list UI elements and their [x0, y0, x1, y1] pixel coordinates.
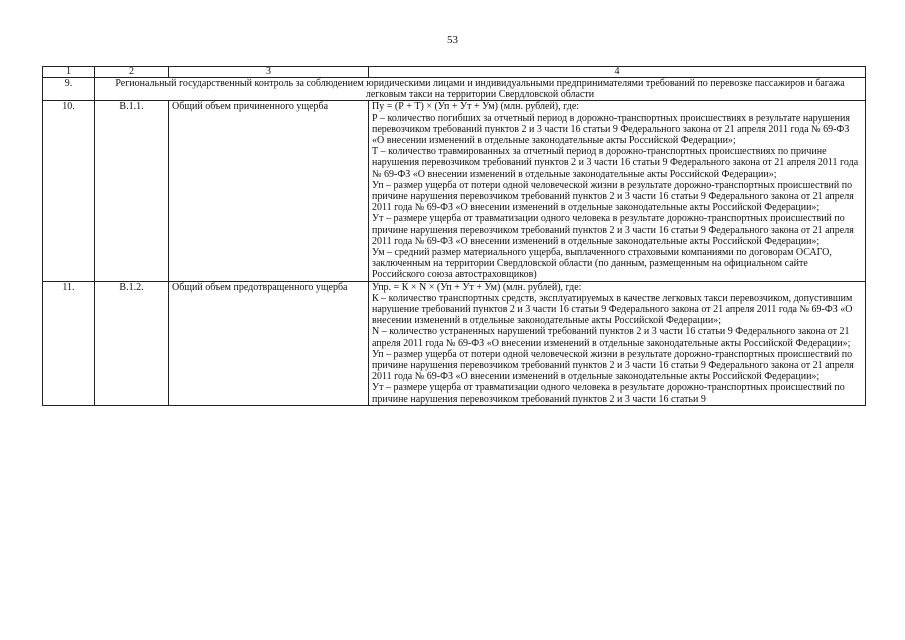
definition-p: Р – количество погибших за отчетный период в дорожно-транспортных происшествиях в результате нарушения перевозчиком требований пунктов 2 и 3 части 16 статьи 9 Федерального закона от 21 апреля 2011 года № 69-ФЗ «О внесении изменений в отдельные законодательные акты Российской Федерации»; [372, 112, 850, 147]
indicator-code: В.1.2. [95, 281, 169, 405]
definition-k: К – количество транспортных средств, эксплуатируемых в качестве легковых такси перевозчиком, допустившим нарушение требований пунктов 2 и 3 части 16 статьи 9 Федерального закона от 21 апреля 2011 года № 69-ФЗ «О внесении изменений в отдельные законодательные акты Российской Федерации»; [372, 292, 853, 327]
definition-um: Ум – средний размер материального ущерба, выплаченного страховыми компаниями по договорам ОСАГО, заключенным на территории Свердловской области (по данным, размещенным на официальном сайте Российского союза автостраховщиков) [372, 247, 832, 281]
row-number: 10. [43, 101, 95, 281]
column-number-row [43, 67, 866, 78]
column-number: 4 [369, 67, 866, 78]
indicator-name: Общий объем причиненного ущерба [169, 101, 369, 281]
section-number: 9. [43, 78, 95, 101]
table-row [43, 101, 866, 281]
page-number: 53 [447, 34, 458, 46]
definition-up: Уп – размер ущерба от потери одной человеческой жизни в результате дорожно-транспортных происшествий по причине нарушения перевозчиком требований пунктов 2 и 3 части 16 статьи 9 Федерального закона от 21 апреля 2011 года № 69-ФЗ «О внесении изменений в отдельные законодательные акты Российской Федерации»; [372, 179, 854, 214]
definition-ut: Ут – размере ущерба от травматизации одного человека в результате дорожно-транспортных происшествий по причине нарушения перевозчиком требований пунктов 2 и 3 части 16 статьи 9 [372, 382, 845, 405]
column-number: 2 [95, 67, 169, 78]
definition-t: Т – количество травмированных за отчетный период в дорожно-транспортных происшествиях по причине нарушения перевозчиком требований пунктов 2 и 3 части 16 статьи 9 Федерального закона от 21 апреля 2011 года № 69-ФЗ «О внесении изменений в отдельные законодательные акты Российской Федерации»; [372, 146, 859, 180]
definition-up: Уп – размер ущерба от потери одной человеческой жизни в результате дорожно-транспортных происшествий по причине нарушения перевозчиком требований пунктов 2 и 3 части 16 статьи 9 Федерального закона от 21 апреля 2011 года № 69-ФЗ «О внесении изменений в отдельные законодательные акты Российской Федерации»; [372, 348, 854, 383]
table-row [43, 281, 866, 405]
indicator-method [369, 281, 866, 405]
formula: Упр. = К × N × (Уп + Ут + Ум) (млн. рублей), где: [372, 281, 582, 293]
column-number: 1 [43, 67, 95, 78]
section-title: Региональный государственный контроль за соблюдением юридическими лицами и индивидуальными предпринимателями требований по перевозке пассажиров и багажа легковым такси на территории Свердловской области [95, 78, 866, 101]
row-number: 11. [43, 281, 95, 405]
section-row [43, 78, 866, 101]
indicators-table [42, 66, 866, 406]
formula: Пу = (Р + Т) × (Уп + Ут + Ум) (млн. рублей), где: [372, 101, 580, 113]
definition-n: N – количество устраненных нарушений требований пунктов 2 и 3 части 16 статьи 9 Федерального закона от 21 апреля 2011 года № 69-ФЗ «О внесении изменений в отдельные законодательные акты Российской Федерации»; [372, 326, 851, 349]
definition-ut: Ут – размере ущерба от травматизации одного человека в результате дорожно-транспортных происшествий по причине нарушения перевозчиком требований пунктов 2 и 3 части 16 статьи 9 Федерального закона от 21 апреля 2011 года № 69-ФЗ «О внесении изменений в отдельные законодательные акты Российской Федерации»; [372, 213, 854, 247]
indicator-code: В.1.1. [95, 101, 169, 281]
indicator-method [369, 101, 866, 281]
column-number: 3 [169, 67, 369, 78]
indicator-name: Общий объем предотвращенного ущерба [169, 281, 369, 405]
